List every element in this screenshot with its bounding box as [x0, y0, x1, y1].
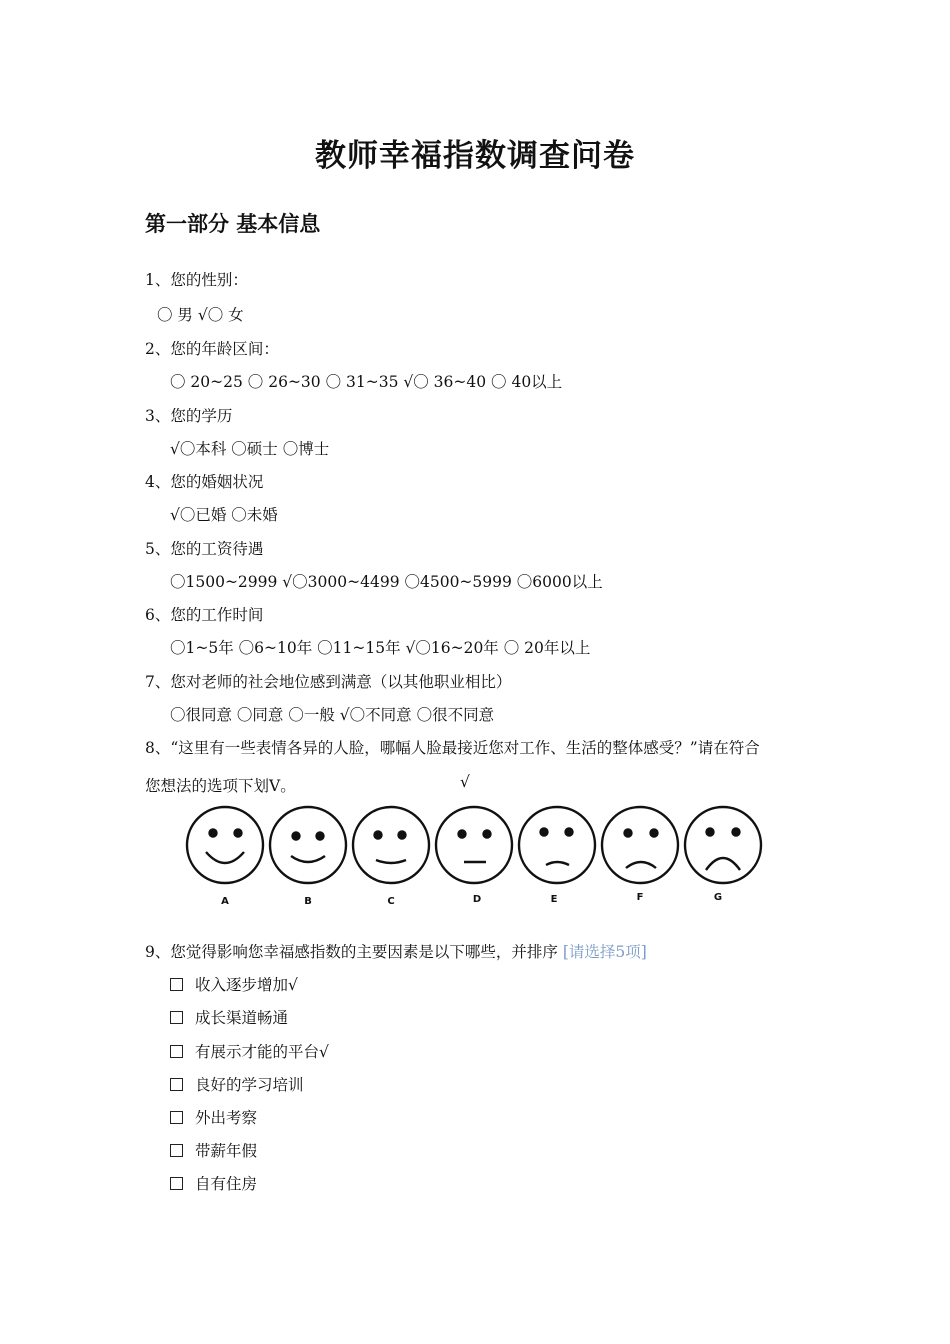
checkbox-icon[interactable]: [170, 1078, 183, 1091]
question-8-line2: 您想法的选项下划V。: [145, 777, 296, 795]
question-4-options[interactable]: √〇已婚 〇未婚: [170, 506, 278, 524]
checkbox-item[interactable]: [170, 973, 298, 995]
checkbox-icon[interactable]: [170, 978, 183, 991]
question-5: 5、您的工资待遇: [145, 540, 264, 558]
checkbox-item[interactable]: [170, 1006, 288, 1028]
question-7: 7、您对老师的社会地位感到满意（以其他职业相比）: [145, 673, 512, 691]
question-2-options[interactable]: 〇 20~25 〇 26~30 〇 31~35 √〇 36~40 〇 40以上: [170, 373, 563, 391]
section-heading: 第一部分 基本信息: [145, 211, 321, 236]
checkbox-label: 有展示才能的平台√: [195, 1043, 329, 1061]
face-label-e: E: [550, 894, 558, 905]
face-c-icon[interactable]: [353, 807, 429, 883]
checkbox-item[interactable]: [170, 1139, 257, 1161]
face-g-icon[interactable]: [685, 807, 761, 883]
face-label-c: C: [387, 896, 395, 907]
checkbox-item[interactable]: [170, 1172, 257, 1194]
checkbox-icon[interactable]: [170, 1111, 183, 1124]
face-f-icon[interactable]: [602, 807, 678, 883]
face-label-b: B: [304, 896, 312, 907]
question-9: [145, 940, 647, 962]
face-e-icon[interactable]: [519, 807, 595, 883]
checkbox-item[interactable]: [170, 1106, 257, 1128]
question-9-hint: [请选择5项]: [562, 943, 647, 961]
checkbox-label: 良好的学习培训: [195, 1076, 304, 1094]
checkbox-icon[interactable]: [170, 1177, 183, 1190]
question-9-text: 9、您觉得影响您幸福感指数的主要因素是以下哪些，并排序: [145, 943, 558, 961]
checkbox-icon[interactable]: [170, 1011, 183, 1024]
question-3-options[interactable]: √〇本科 〇硕士 〇博士: [170, 440, 330, 458]
checkbox-icon[interactable]: [170, 1045, 183, 1058]
page-title: 教师幸福指数调查问卷: [315, 138, 635, 174]
face-label-f: F: [636, 892, 644, 903]
checkbox-label: 成长渠道畅通: [195, 1009, 289, 1027]
question-2: 2、您的年龄区间：: [145, 340, 279, 358]
question-8-line1: 8、“这里有一些表情各异的人脸，哪幅人脸最接近您对工作、生活的整体感受？”请在符合: [145, 739, 760, 757]
checkbox-icon[interactable]: [170, 1144, 183, 1157]
face-check-mark: √: [460, 773, 470, 791]
question-4: 4、您的婚姻状况: [145, 473, 264, 491]
face-label-d: D: [472, 894, 482, 905]
question-6: 6、您的工作时间: [145, 606, 264, 624]
question-7-options[interactable]: 〇很同意 〇同意 〇一般 √〇不同意 〇很不同意: [170, 706, 495, 724]
question-6-options[interactable]: 〇1~5年 〇6~10年 〇11~15年 √〇16~20年 〇 20年以上: [170, 639, 591, 657]
checkbox-item[interactable]: [170, 1073, 304, 1095]
question-3: 3、您的学历: [145, 407, 233, 425]
question-5-options[interactable]: 〇1500~2999 √〇3000~4499 〇4500~5999 〇6000以上: [170, 573, 603, 591]
checkbox-label: 带薪年假: [195, 1142, 258, 1160]
face-label-a: A: [221, 896, 229, 907]
checkbox-label: 自有住房: [195, 1175, 258, 1193]
face-d-icon[interactable]: [436, 807, 512, 883]
face-b-icon[interactable]: [270, 807, 346, 883]
faces-scale[interactable]: [180, 800, 780, 915]
checkbox-label: 收入逐步增加√: [195, 976, 298, 994]
question-1: 1、您的性别：: [145, 271, 248, 289]
face-a-icon[interactable]: [187, 807, 263, 883]
face-label-g: G: [713, 892, 723, 903]
checkbox-item[interactable]: [170, 1040, 329, 1062]
question-1-options[interactable]: 〇 男 √〇 女: [157, 306, 244, 324]
checkbox-label: 外出考察: [195, 1109, 258, 1127]
